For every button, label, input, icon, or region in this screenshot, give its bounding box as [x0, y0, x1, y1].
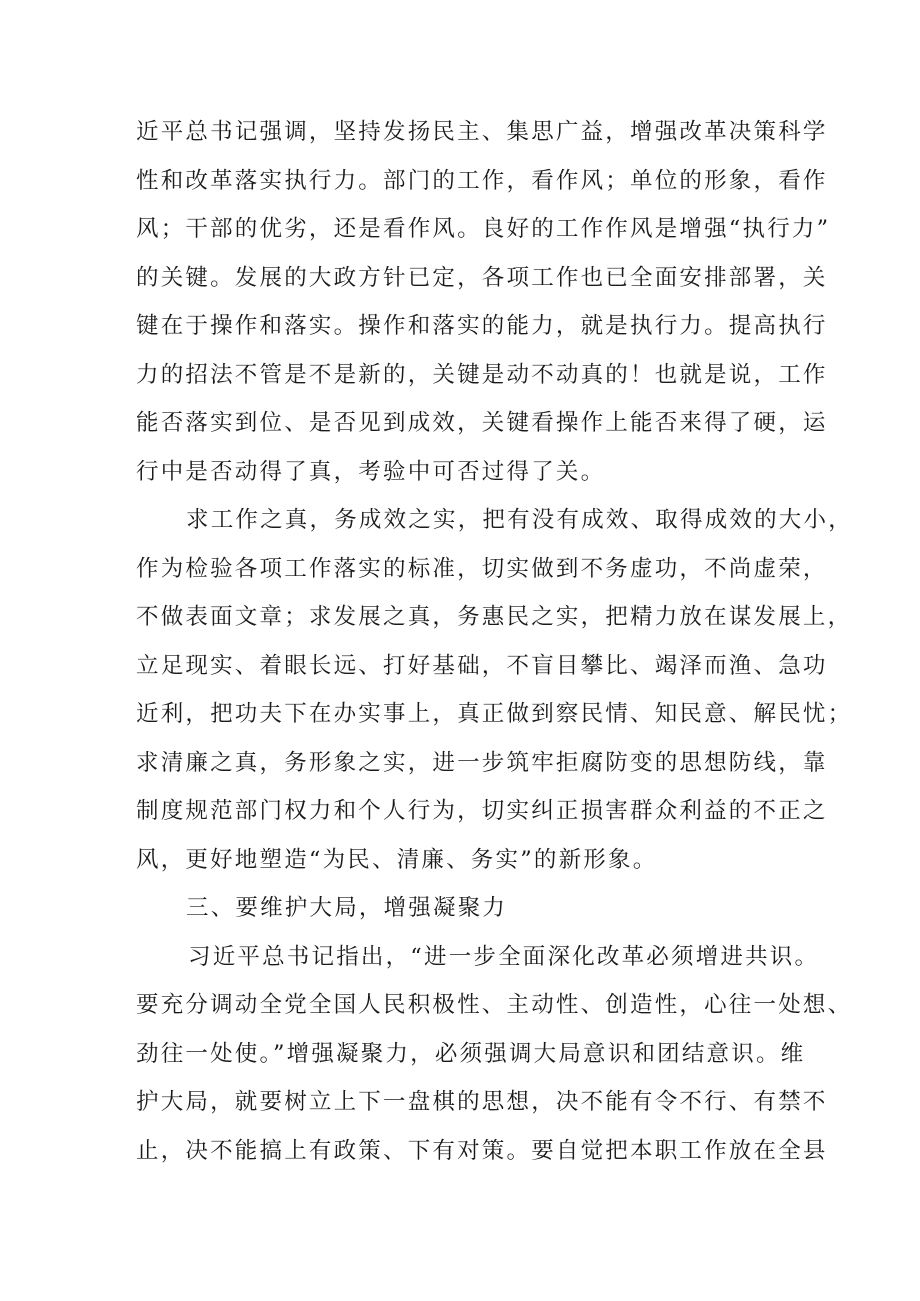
text-line: 近利，把功夫下在办实事上，真正做到察民情、知民意、解民忧；	[136, 701, 853, 727]
text-line: 立足现实、着眼长远、打好基础，不盲目攀比、竭泽而渔、急功	[136, 652, 828, 679]
text-line: 能否落实到位、是否见到成效，关键看操作上能否来得了硬，运	[136, 410, 828, 436]
text-line: 近平总书记强调，坚持发扬民主、集思广益，增强改革决策科学	[136, 119, 828, 145]
text-line: 要充分调动全党全国人民积极性、主动性、创造性，心往一处想、	[136, 992, 853, 1018]
text-line: 作为检验各项工作落实的标准，切实做到不务虚功，不尚虚荣，	[136, 555, 828, 582]
text-line: 不做表面文章；求发展之真，务惠民之实，把精力放在谋发展上，	[136, 604, 853, 630]
text-line: 风；干部的优劣，还是看作风。良好的工作作风是增强“执行力”	[136, 216, 831, 242]
text-line: 风，更好地塑造“为民、清廉、务实”的新形象。	[136, 846, 658, 873]
paragraph-start-line: 求工作之真，务成效之实，把有没有成效、取得成效的大小，	[186, 507, 853, 533]
document-body	[136, 108, 853, 1175]
text-line: 性和改革落实执行力。部门的工作，看作风；单位的形象，看作	[136, 167, 828, 194]
text-line: 制度规范部门权力和个人行为，切实纠正损害群众利益的不正之	[136, 798, 828, 824]
text-line: 止，决不能搞上有政策、下有对策。要自觉把本职工作放在全县	[136, 1137, 828, 1164]
text-line: 力的招法不管是不是新的，关键是动不动真的！也就是说，工作	[136, 361, 828, 388]
text-line: 护大局，就要树立上下一盘棋的思想，决不能有令不行、有禁不	[136, 1089, 828, 1115]
text-line: 键在于操作和落实。操作和落实的能力，就是执行力。提高执行	[136, 313, 828, 339]
text-line: 求清廉之真，务形象之实，进一步筑牢拒腐防变的思想防线，靠	[136, 749, 828, 776]
text-line: 的关键。发展的大政方针已定，各项工作也已全面安排部署，关	[136, 264, 828, 291]
paragraph-start-line: 习近平总书记指出，“进一步全面深化改革必须增进共识。	[188, 943, 820, 970]
text-line: 劲往一处使。”增强凝聚力，必须强调大局意识和团结意识。维	[136, 1040, 806, 1067]
text-line: 行中是否动得了真，考验中可否过得了关。	[136, 458, 606, 485]
section-heading: 三、要维护大局，增强凝聚力	[186, 895, 508, 921]
